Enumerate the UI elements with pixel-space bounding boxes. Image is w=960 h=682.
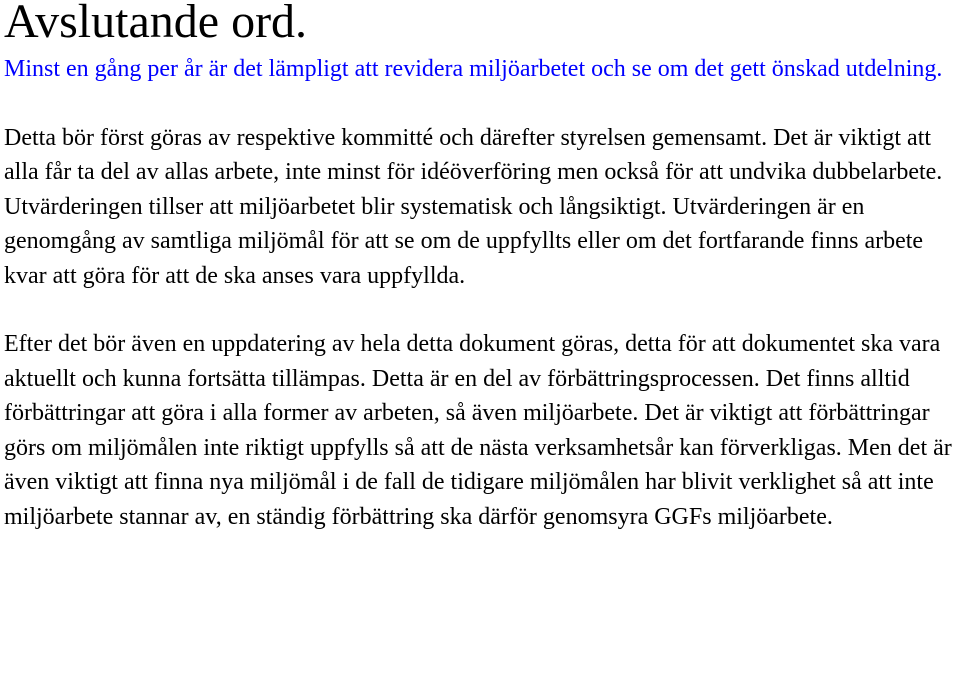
evaluation-paragraph: Detta bör först göras av respektive kommitté och därefter styrelsen gemensamt. Det är viktigt att alla får ta del av allas arbete, inte minst för idéöverföring men också för att undvika dubbelarbete. Utvärderingen tillser att miljöarbetet blir systematisk och långsiktigt. Utvärderingen är en genomgång av samtliga miljömål för att se om de uppfyllts eller om det fortfarande finns arbete kvar att göra för att de ska anses vara uppfyllda.: [4, 124, 943, 289]
document-page: [4, 0, 958, 534]
intro-paragraph: Minst en gång per år är det lämpligt att revidera miljöarbetet och se om det gett önskad utdelning.: [4, 56, 943, 82]
page-title: Avslutande ord.: [4, 0, 308, 48]
update-paragraph: Efter det bör även en uppdatering av hela detta dokument göras, detta för att dokumentet ska vara aktuellt och kunna fortsätta tillämpas. Detta är en del av förbättringsprocessen. Det finns alltid förbättringar att göra i alla former av arbeten, så även miljöarbete. Det är viktigt att förbättringar görs om miljömålen inte riktigt uppfylls så att de nästa verksamhetsår kan förverkligas. Men det är även viktigt att finna nya miljömål i de fall de tidigare miljömålen har blivit verklighet så att inte miljöarbete stannar av, en ständig förbättring ska därför genomsyra GGFs miljöarbete.: [4, 331, 952, 530]
